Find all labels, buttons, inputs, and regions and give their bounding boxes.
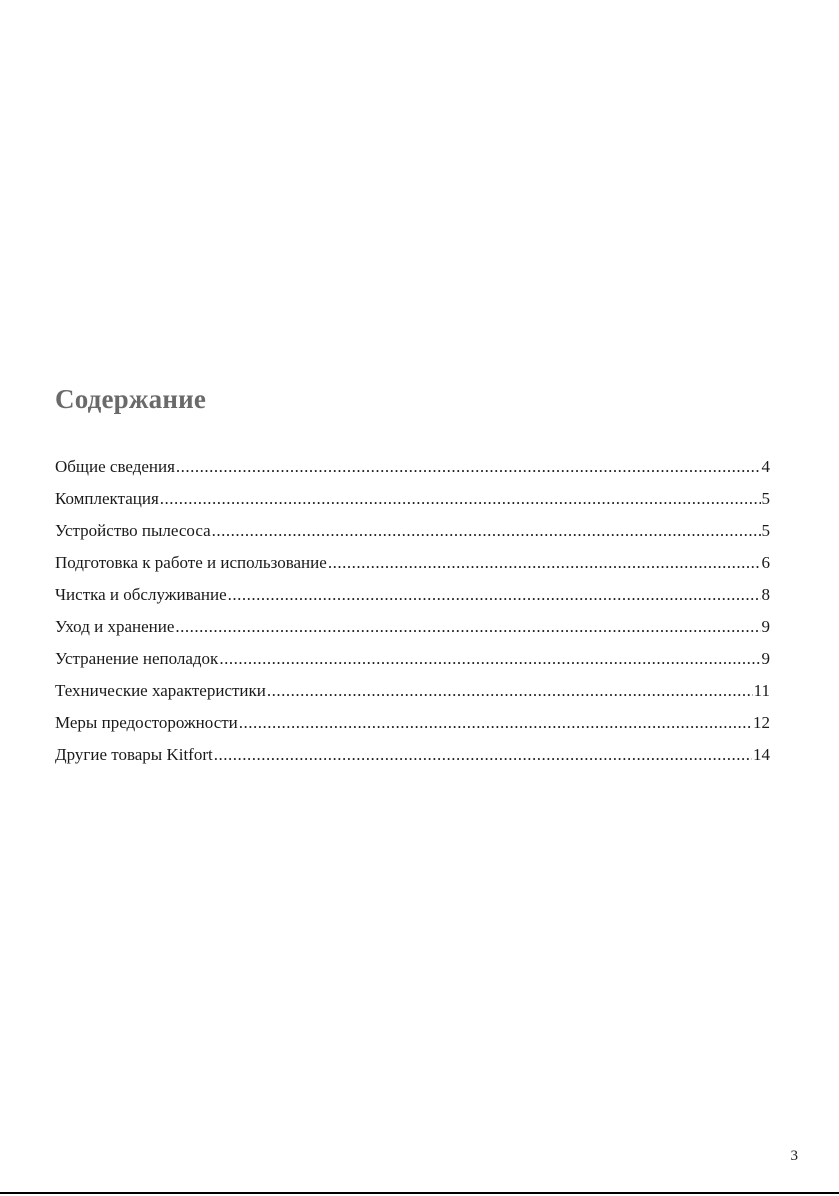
toc-dot-leader: [228, 583, 761, 607]
toc-dot-leader: [212, 519, 761, 543]
toc-entry-page: 9: [761, 617, 770, 636]
toc-entry-preparation-and-use[interactable]: [55, 551, 770, 583]
toc-entry-label: Общие сведения: [55, 457, 175, 476]
toc-dot-leader: [219, 647, 760, 671]
toc-entry-specifications[interactable]: [55, 679, 770, 711]
toc-entry-label: Меры предосторожности: [55, 713, 238, 732]
page-bottom-rule: [0, 1192, 839, 1194]
toc-entry-label: Технические характеристики: [55, 681, 266, 700]
toc-entry-label: Устройство пылесоса: [55, 521, 211, 540]
toc-entry-general-info[interactable]: [55, 455, 770, 487]
toc-entry-safety-precautions[interactable]: [55, 711, 770, 743]
toc-entry-device-layout[interactable]: [55, 519, 770, 551]
toc-entry-label: Уход и хранение: [55, 617, 175, 636]
toc-entry-label: Чистка и обслуживание: [55, 585, 227, 604]
toc-dot-leader: [175, 615, 760, 639]
toc-entry-page: 5: [761, 521, 770, 540]
toc-entry-care-and-storage[interactable]: [55, 615, 770, 647]
toc-dot-leader: [214, 743, 752, 767]
page-number: 3: [790, 1148, 798, 1164]
toc-entry-page: 9: [761, 649, 770, 668]
toc-dot-leader: [267, 679, 753, 703]
toc-entry-page: 6: [761, 553, 770, 572]
toc-entry-label: Подготовка к работе и использование: [55, 553, 327, 572]
toc-entry-package-contents[interactable]: [55, 487, 770, 519]
toc-entry-label: Другие товары Kitfort: [55, 745, 213, 764]
toc-entry-page: 11: [753, 681, 770, 700]
toc-entry-page: 4: [761, 457, 770, 476]
toc-entry-page: 8: [761, 585, 770, 604]
table-of-contents: [55, 455, 770, 775]
toc-entry-cleaning-and-maintenance[interactable]: [55, 583, 770, 615]
toc-dot-leader: [328, 551, 761, 575]
toc-dot-leader: [160, 487, 761, 511]
toc-entry-label: Комплектация: [55, 489, 159, 508]
toc-entry-page: 5: [761, 489, 770, 508]
contents-title: Содержание: [55, 384, 207, 414]
toc-dot-leader: [176, 455, 761, 479]
toc-dot-leader: [239, 711, 752, 735]
toc-entry-page: 12: [753, 713, 770, 732]
toc-entry-page: 14: [753, 745, 770, 764]
toc-entry-other-products[interactable]: [55, 743, 770, 775]
toc-entry-label: Устранение неполадок: [55, 649, 219, 668]
toc-entry-troubleshooting[interactable]: [55, 647, 770, 679]
